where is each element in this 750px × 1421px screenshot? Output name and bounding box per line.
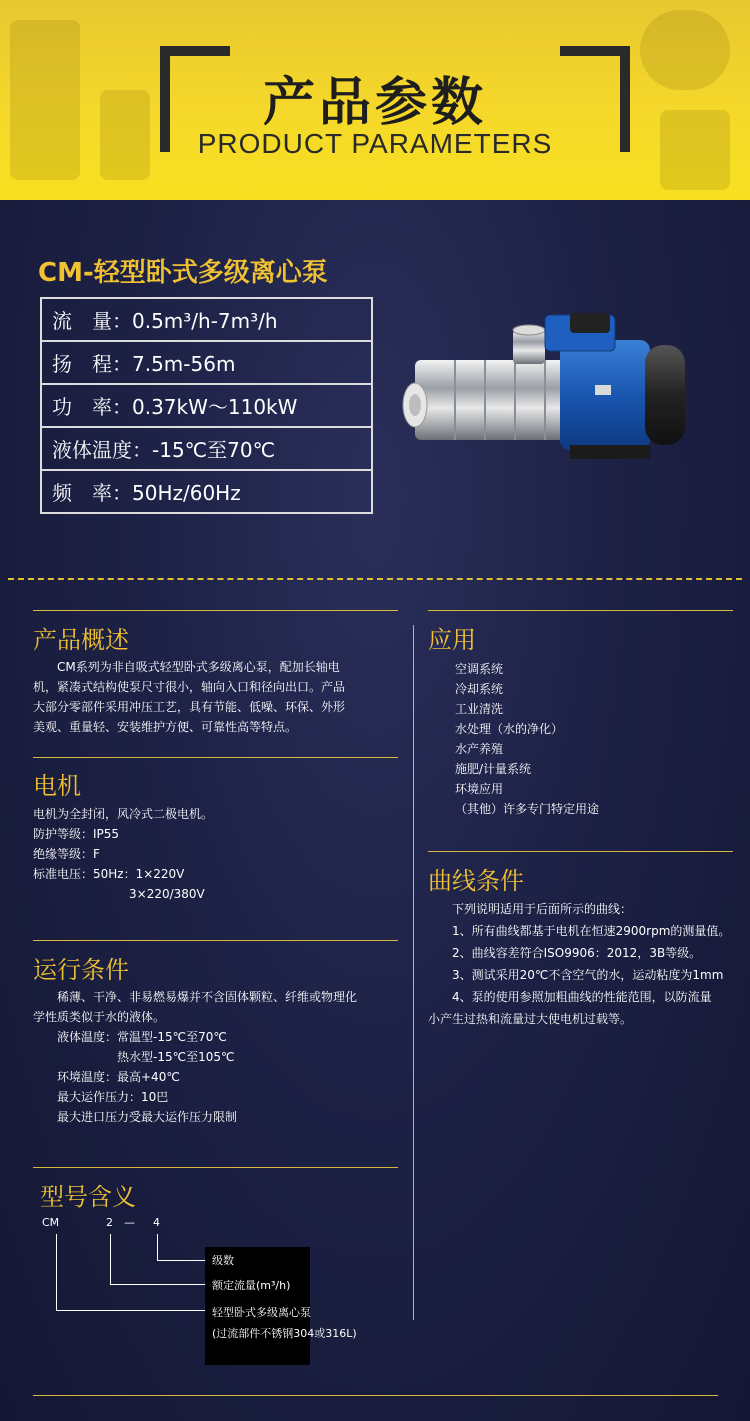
text-line: 绝缘等级：F xyxy=(33,847,100,861)
spec-cell: 流 量：0.5m³/h-7m³/h xyxy=(41,298,372,341)
text-line: 4、泵的使用参照加粗曲线的性能范围，以防流量 xyxy=(428,990,712,1004)
text-line: 环境温度：最高+40℃ xyxy=(33,1070,180,1084)
text-line: 2、曲线容差符合ISO9906：2012，3B等级。 xyxy=(428,946,702,960)
banner-title: 产品参数 xyxy=(262,73,487,133)
section-rule xyxy=(33,1167,398,1168)
application-item: 施肥/计量系统 xyxy=(455,762,532,776)
application-item: （其他）许多专门特定用途 xyxy=(455,802,600,816)
model-code-stages: 4 xyxy=(153,1216,160,1229)
text-line: 防护等级：IP55 xyxy=(33,827,120,841)
spec-row xyxy=(41,470,372,513)
application-item: 空调系统 xyxy=(455,662,504,676)
text-line: 标准电压：50Hz：1×220V xyxy=(33,867,185,881)
application-item: 环境应用 xyxy=(455,782,504,796)
pump-image xyxy=(395,305,695,475)
text-line: 机，紧凑式结构使泵尺寸很小，轴向入口和径向出口。产品 xyxy=(33,680,346,694)
model-label-type: 轻型卧式多级离心泵 xyxy=(212,1306,311,1319)
model-code-cm: CM xyxy=(42,1216,60,1229)
model-label-flow: 额定流量(m³/h) xyxy=(212,1279,291,1292)
model-label-material: (过流部件不锈钢304或316L) xyxy=(212,1327,357,1340)
text-line: 学性质类似于水的液体。 xyxy=(33,1010,166,1024)
text-line: 液体温度：常温型-15℃至70℃ xyxy=(33,1030,227,1044)
bottom-rule xyxy=(33,1395,718,1396)
section-rule xyxy=(33,610,398,611)
application-title: 应用 xyxy=(428,626,476,654)
text-line: CM系列为非自吸式轻型卧式多级离心泵，配加长轴电 xyxy=(33,660,340,674)
application-item: 工业清洗 xyxy=(455,702,504,716)
spec-cell: 功 率：0.37kW～110kW xyxy=(41,384,372,427)
spec-row xyxy=(41,427,372,470)
spec-cell: 频 率：50Hz/60Hz xyxy=(41,470,372,513)
section-rule xyxy=(33,940,398,941)
curve-text xyxy=(428,898,734,1030)
overview-text xyxy=(33,657,403,737)
motor-text xyxy=(33,804,403,904)
spec-row xyxy=(41,341,372,384)
text-line: 美观、重量轻、安装维护方便、可靠性高等特点。 xyxy=(33,720,298,734)
text-line: 最大进口压力受最大运作压力限制 xyxy=(33,1110,238,1124)
text-line: 3×220/380V xyxy=(33,887,205,901)
section-rule xyxy=(428,610,733,611)
header-banner xyxy=(0,0,750,200)
model-code-flow: 2 xyxy=(106,1216,113,1229)
text-line: 电机为全封闭，风冷式二极电机。 xyxy=(33,807,214,821)
spec-row xyxy=(41,384,372,427)
spec-cell: 液体温度：-15℃至70℃ xyxy=(41,427,372,470)
banner-subtitle: PRODUCT PARAMETERS xyxy=(197,128,553,159)
text-line: 最大运作压力：10巴 xyxy=(33,1090,169,1104)
application-item: 水处理（水的净化） xyxy=(455,722,564,736)
spec-row xyxy=(41,298,372,341)
motor-title: 电机 xyxy=(33,772,81,800)
model-title: 型号含义 xyxy=(40,1183,136,1211)
overview-title: 产品概述 xyxy=(33,626,129,654)
section-rule xyxy=(33,757,398,758)
text-line: 热水型-15℃至105℃ xyxy=(33,1050,235,1064)
section-rule xyxy=(428,851,733,852)
operating-title: 运行条件 xyxy=(33,956,129,984)
text-line: 1、所有曲线都基于电机在恒速2900rpm的测量值。 xyxy=(428,924,731,938)
text-line: 稀薄、干净、非易燃易爆并不含固体颗粒、纤维或物理化 xyxy=(33,990,358,1004)
operating-text xyxy=(33,987,408,1127)
section-divider xyxy=(8,578,742,580)
column-divider xyxy=(413,625,414,1320)
model-bracket-type xyxy=(56,1234,205,1311)
spec-table xyxy=(40,297,373,514)
application-item: 水产养殖 xyxy=(455,742,504,756)
text-line: 下列说明适用于后面所示的曲线： xyxy=(428,902,633,916)
text-line: 3、测试采用20℃不含空气的水，运动粘度为1mm xyxy=(428,968,724,982)
spec-cell: 扬 程：7.5m-56m xyxy=(41,341,372,384)
product-name: CM-轻型卧式多级离心泵 xyxy=(38,258,328,288)
curve-title: 曲线条件 xyxy=(428,867,524,895)
model-label-stages: 级数 xyxy=(212,1254,234,1267)
text-line: 大部分零部件采用冲压工艺，具有节能、低噪、环保、外形 xyxy=(33,700,346,714)
model-code-dash: — xyxy=(124,1216,135,1229)
text-line: 小产生过热和流量过大使电机过载等。 xyxy=(428,1012,633,1026)
application-item: 冷却系统 xyxy=(455,682,504,696)
